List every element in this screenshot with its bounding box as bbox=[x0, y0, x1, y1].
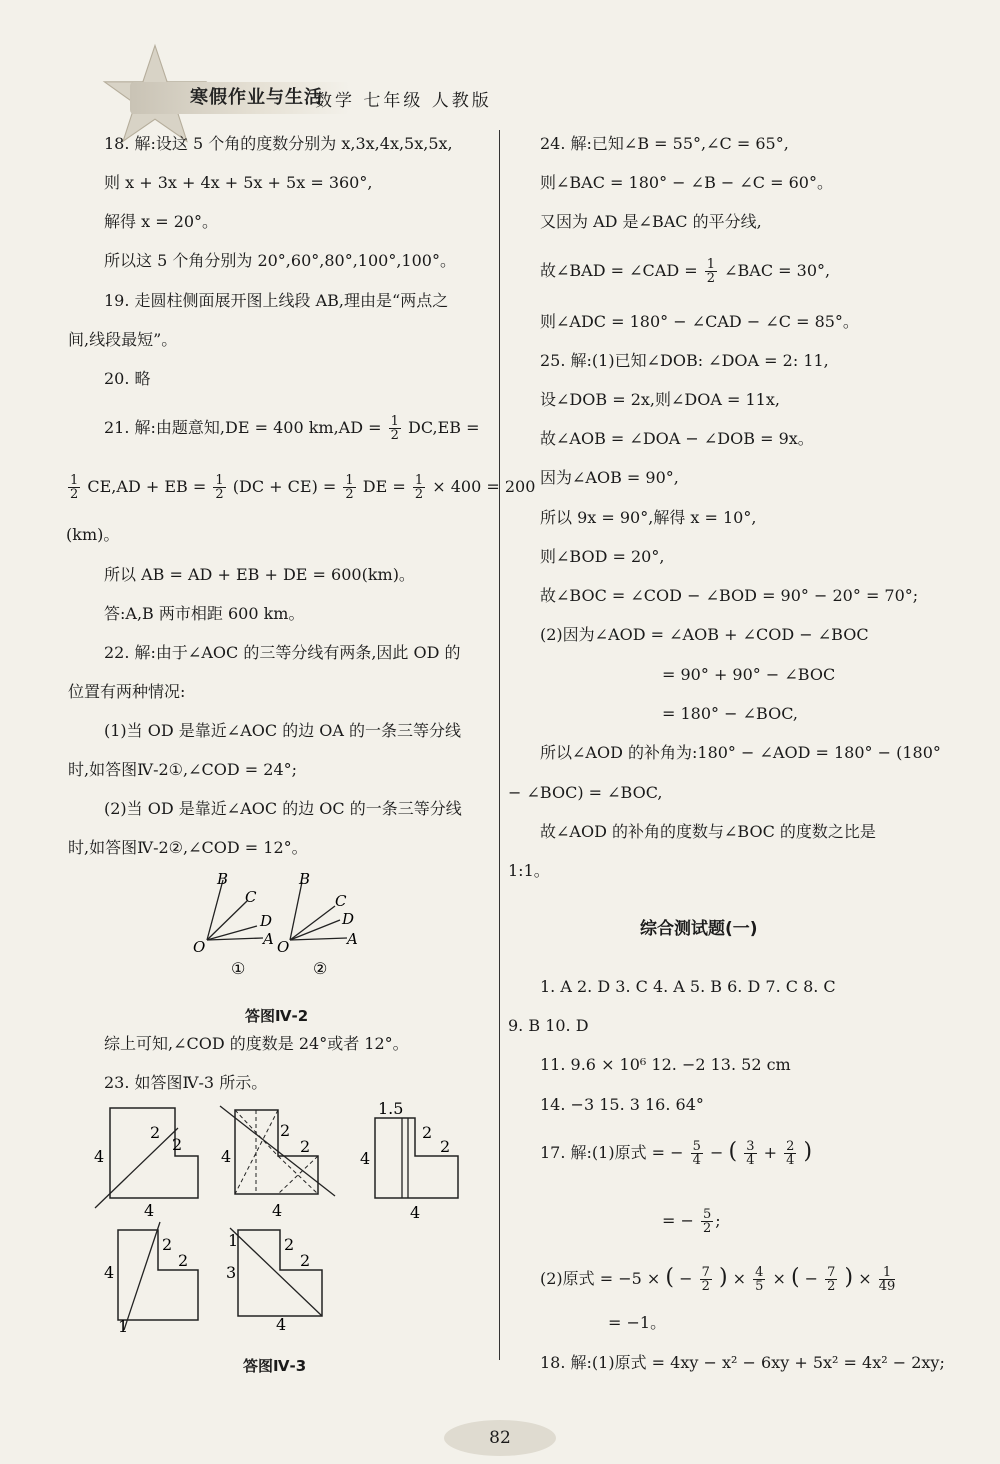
l-shape-4 bbox=[104, 1222, 198, 1336]
text-line bbox=[662, 1208, 721, 1235]
label-o: O bbox=[277, 938, 290, 956]
page-header bbox=[60, 70, 580, 120]
label-c: C bbox=[335, 892, 347, 910]
text-line: 间,线段最短”。 bbox=[68, 330, 178, 349]
fraction-denominator: 49 bbox=[878, 1279, 896, 1294]
paren: ( bbox=[665, 1265, 675, 1290]
fraction-denominator: 2 bbox=[706, 271, 716, 286]
fraction-denominator: 2 bbox=[701, 1279, 710, 1294]
text-line bbox=[66, 474, 535, 501]
brand-title: 寒假作业与生活 bbox=[130, 82, 350, 114]
shape-figure-iv-3 bbox=[90, 1098, 490, 1343]
dim-4: 4 bbox=[94, 1147, 105, 1166]
fraction-denominator: 2 bbox=[215, 487, 224, 502]
fraction-denominator: 2 bbox=[827, 1279, 836, 1294]
text-line: 则∠BAC = 180° − ∠B − ∠C = 60°。 bbox=[540, 173, 833, 192]
fraction bbox=[784, 1140, 796, 1167]
text-line: 17. 解:(1)原式 = − $\frac{5}{4}$ − ( $\frac{3}{4}$ + $\frac{2}{4}$ ) bbox=[540, 1139, 813, 1168]
text-line: 位置有两种情况: bbox=[68, 682, 186, 701]
paren: ( bbox=[791, 1265, 800, 1290]
fraction-denominator: 2 bbox=[414, 487, 424, 502]
text-line: 设∠DOB = 2x,则∠DOA = 11x, bbox=[540, 390, 780, 409]
text-line: 20. 略 bbox=[104, 369, 151, 388]
label-d: D bbox=[260, 912, 273, 930]
fraction-numerator: 1 bbox=[345, 473, 354, 488]
dim-2: 2 bbox=[422, 1123, 433, 1142]
fraction-numerator: 1 bbox=[70, 473, 79, 488]
fraction-numerator: 7 bbox=[827, 1265, 836, 1280]
label-a: A bbox=[347, 930, 358, 948]
sub-label-1: ① bbox=[231, 959, 246, 978]
fraction-numerator: 4 bbox=[755, 1265, 764, 1280]
label-a: A bbox=[263, 930, 274, 948]
text-line: 答:A,B 两市相距 600 km。 bbox=[104, 604, 305, 623]
text-line bbox=[104, 415, 480, 442]
dim-4: 4 bbox=[144, 1201, 155, 1220]
paren: ) bbox=[844, 1265, 854, 1290]
fraction bbox=[879, 1266, 896, 1293]
text-segment: 21. 解:由题意知,DE = 400 km,AD = bbox=[104, 418, 382, 437]
l-shape-3 bbox=[360, 1099, 458, 1222]
label-b: B bbox=[299, 870, 311, 888]
answer-line: 11. 9.6 × 10⁶ 12. −2 13. 52 cm bbox=[540, 1055, 791, 1074]
dim-4: 4 bbox=[104, 1263, 115, 1282]
text-segment: (DC + CE) = bbox=[232, 477, 337, 496]
dim-2: 2 bbox=[440, 1137, 451, 1156]
text-line: (2)因为∠AOD = ∠AOB + ∠COD − ∠BOC bbox=[540, 625, 869, 644]
dim-1: 1 bbox=[118, 1317, 129, 1336]
text-line: 所以 9x = 90°,解得 x = 10°, bbox=[540, 508, 757, 527]
text-line: 故∠BOC = ∠COD − ∠BOD = 90° − 20° = 70°; bbox=[540, 586, 919, 605]
dim-4: 4 bbox=[410, 1203, 421, 1222]
fraction-denominator: 2 bbox=[703, 1221, 712, 1236]
text-line: (1)当 OD 是靠近∠AOC 的边 OA 的一条三等分线 bbox=[104, 721, 462, 740]
text-segment: DC,EB = bbox=[408, 418, 480, 437]
text-line: 因为∠AOB = 90°, bbox=[540, 468, 679, 487]
text-line: 所以∠AOD 的补角为:180° − ∠AOD = 180° − (180° bbox=[540, 743, 941, 762]
paren: ( bbox=[728, 1139, 738, 1164]
fraction-denominator: 4 bbox=[692, 1153, 701, 1168]
dim-2: 2 bbox=[280, 1121, 291, 1140]
text-line: 故∠AOB = ∠DOA − ∠DOB = 9x。 bbox=[540, 429, 814, 448]
angle-figure-iv-2 bbox=[185, 868, 385, 983]
dim-2: 2 bbox=[284, 1235, 295, 1254]
text-line: 时,如答图Ⅳ-2②,∠COD = 12°。 bbox=[68, 838, 308, 857]
text-segment: × 400 = 200 bbox=[432, 477, 536, 496]
answer-line: 14. −3 15. 3 16. 64° bbox=[540, 1095, 704, 1114]
text-line: 解得 x = 20°。 bbox=[104, 212, 219, 231]
fraction bbox=[389, 415, 401, 442]
text-line bbox=[540, 258, 830, 285]
sub-label-2: ② bbox=[313, 959, 328, 978]
fraction-denominator: 2 bbox=[345, 487, 354, 502]
text-line: 24. 解:已知∠B = 55°,∠C = 65°, bbox=[540, 134, 789, 153]
fraction-denominator: 2 bbox=[390, 428, 399, 443]
text-segment: 17. 解:(1)原式 = − bbox=[540, 1143, 684, 1162]
text-segment: ∠BAC = 30°, bbox=[724, 261, 831, 280]
text-line: − ∠BOC) = ∠BOC, bbox=[508, 783, 663, 802]
dim-3: 3 bbox=[226, 1263, 237, 1282]
fraction bbox=[343, 474, 355, 501]
text-line: 18. 解:(1)原式 = 4xy − x² − 6xy + 5x² = 4x² − 2xy; bbox=[540, 1353, 945, 1372]
text-line: 23. 如答图Ⅳ-3 所示。 bbox=[104, 1073, 268, 1092]
fraction-numerator: 5 bbox=[703, 1207, 712, 1222]
text-segment: 故∠BAD = ∠CAD = bbox=[540, 261, 698, 280]
label-o: O bbox=[193, 938, 206, 956]
dim-4: 4 bbox=[221, 1147, 232, 1166]
text-line: = 90° + 90° − ∠BOC bbox=[662, 665, 836, 684]
text-line: = 180° − ∠BOC, bbox=[662, 704, 798, 723]
text-line: 25. 解:(1)已知∠DOB: ∠DOA = 2: 11, bbox=[540, 351, 829, 370]
angle-diagram-2 bbox=[277, 870, 358, 978]
dim-2: 2 bbox=[300, 1137, 311, 1156]
text-segment: DE = bbox=[362, 477, 406, 496]
dim-4: 4 bbox=[276, 1315, 287, 1334]
fraction-numerator: 1 bbox=[215, 473, 224, 488]
text-segment: ; bbox=[715, 1211, 721, 1230]
dim-2: 2 bbox=[172, 1135, 183, 1154]
text-line: (km)。 bbox=[66, 525, 120, 544]
label-d: D bbox=[342, 910, 355, 928]
text-line: = −1。 bbox=[608, 1313, 667, 1332]
text-line: 19. 走圆柱侧面展开图上线段 AB,理由是“两点之 bbox=[104, 291, 449, 310]
page-number: 82 bbox=[489, 1428, 511, 1448]
fraction-numerator: 1 bbox=[390, 414, 399, 429]
fraction-numerator: 1 bbox=[706, 257, 716, 272]
text-line: 则 x + 3x + 4x + 5x + 5x = 360°, bbox=[104, 173, 373, 192]
text-line: (2)原式 = −5 × ( − $\frac{7}{2}$ ) × $\frac{4}{5}$ × ( − $\frac{7}{2}$ ) × $\frac{1}{49}$ bbox=[540, 1265, 896, 1294]
figure-caption: 答图Ⅳ-3 bbox=[243, 1357, 307, 1375]
text-segment: CE,AD + EB = bbox=[87, 477, 207, 496]
text-line: 18. 解:设这 5 个角的度数分别为 x,3x,4x,5x,5x, bbox=[104, 134, 453, 153]
text-line: 22. 解:由于∠AOC 的三等分线有两条,因此 OD 的 bbox=[104, 643, 461, 662]
fraction-numerator: 7 bbox=[701, 1265, 710, 1280]
dim-1-5: 1.5 bbox=[378, 1099, 404, 1118]
fraction-denominator: 4 bbox=[786, 1153, 795, 1168]
angle-diagram-1 bbox=[193, 870, 274, 978]
text-line: 所以这 5 个角分别为 20°,60°,80°,100°,100°。 bbox=[104, 251, 456, 270]
label-c: C bbox=[245, 888, 257, 906]
column-divider bbox=[499, 130, 500, 1360]
answer-line: 9. B 10. D bbox=[508, 1016, 589, 1035]
fraction bbox=[691, 1140, 703, 1167]
fraction bbox=[825, 1266, 837, 1293]
l-shape-1 bbox=[94, 1108, 198, 1220]
fraction bbox=[753, 1266, 765, 1293]
figure-caption: 答图Ⅳ-2 bbox=[245, 1007, 309, 1025]
paren: ) bbox=[803, 1139, 813, 1164]
text-line: 故∠AOD 的补角的度数与∠BOC 的度数之比是 bbox=[540, 822, 876, 841]
fraction bbox=[705, 258, 717, 285]
l-shape-5 bbox=[226, 1228, 322, 1334]
text-line: 所以 AB = AD + EB + DE = 600(km)。 bbox=[104, 565, 415, 584]
answer-line: 1. A 2. D 3. C 4. A 5. B 6. D 7. C 8. C bbox=[540, 977, 836, 996]
label-b: B bbox=[217, 870, 229, 888]
fraction-numerator: 1 bbox=[414, 473, 424, 488]
dim-2: 2 bbox=[150, 1123, 161, 1142]
paren: ) bbox=[718, 1265, 728, 1290]
text-line: (2)当 OD 是靠近∠AOC 的边 OC 的一条三等分线 bbox=[104, 799, 462, 818]
fraction bbox=[744, 1140, 756, 1167]
fraction-denominator: 5 bbox=[755, 1279, 764, 1294]
dim-2: 2 bbox=[300, 1251, 311, 1270]
text-line: 综上可知,∠COD 的度数是 24°或者 12°。 bbox=[104, 1034, 409, 1053]
subject-label: 数学 七年级 人教版 bbox=[315, 91, 492, 111]
text-line: 1:1。 bbox=[508, 861, 550, 880]
fraction-numerator: 2 bbox=[786, 1139, 795, 1154]
dim-4: 4 bbox=[360, 1149, 371, 1168]
fraction bbox=[413, 474, 425, 501]
fraction bbox=[68, 474, 80, 501]
fraction bbox=[701, 1208, 713, 1235]
text-segment: = − bbox=[662, 1211, 694, 1230]
text-line: 时,如答图Ⅳ-2①,∠COD = 24°; bbox=[68, 760, 298, 779]
fraction bbox=[700, 1266, 712, 1293]
fraction-denominator: 4 bbox=[746, 1153, 755, 1168]
l-shape-2 bbox=[220, 1106, 335, 1220]
fraction-numerator: 1 bbox=[879, 1266, 896, 1280]
section-title: 综合测试题(一) bbox=[640, 919, 758, 939]
dim-2: 2 bbox=[162, 1235, 173, 1254]
text-line: 则∠BOD = 20°, bbox=[540, 547, 665, 566]
fraction-numerator: 3 bbox=[746, 1139, 755, 1154]
dim-1: 1 bbox=[228, 1231, 239, 1250]
dim-4: 4 bbox=[272, 1201, 283, 1220]
fraction bbox=[213, 474, 225, 501]
text-line: 又因为 AD 是∠BAC 的平分线, bbox=[540, 212, 762, 231]
text-segment: (2)原式 = −5 × bbox=[540, 1269, 661, 1288]
dim-2: 2 bbox=[178, 1251, 189, 1270]
fraction-numerator: 5 bbox=[692, 1139, 701, 1154]
fraction-denominator: 2 bbox=[70, 487, 79, 502]
text-line: 则∠ADC = 180° − ∠CAD − ∠C = 85°。 bbox=[540, 312, 859, 331]
